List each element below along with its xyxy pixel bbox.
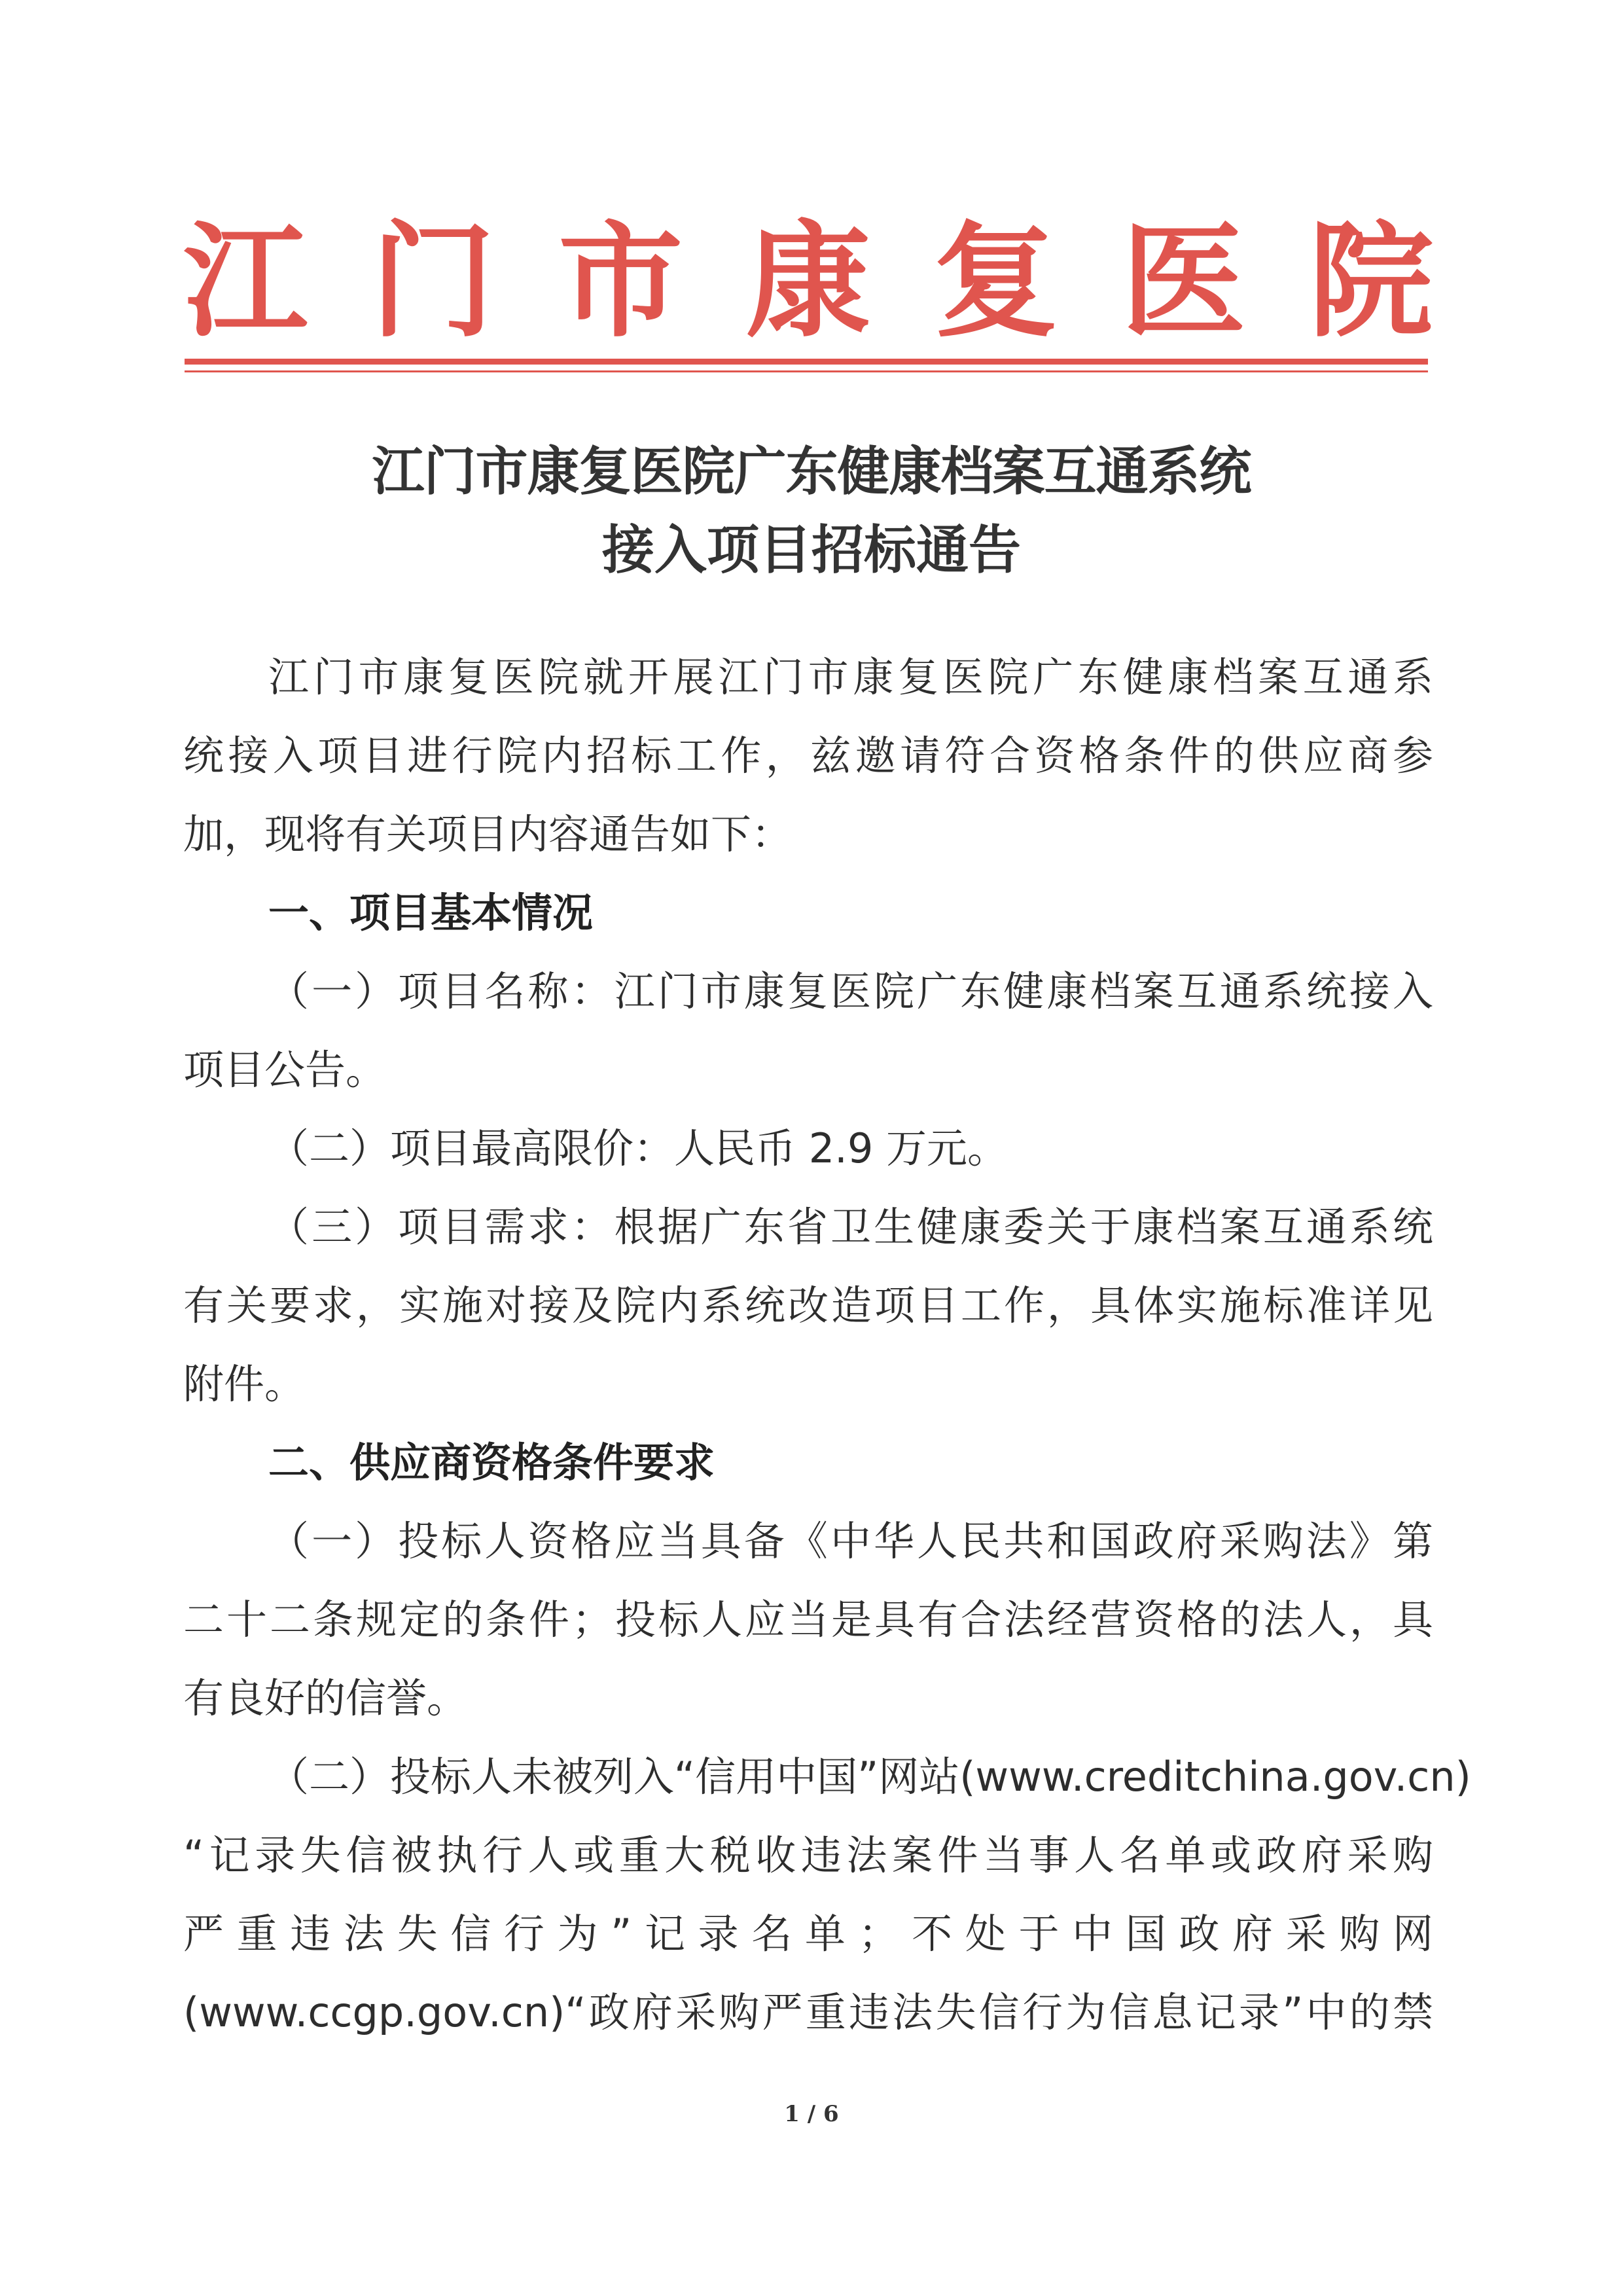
letterhead-char: 康: [745, 208, 870, 354]
document-title-line-1: 江门市康复医院广东健康档案互通系统: [372, 440, 1251, 502]
letterhead-char: 门: [370, 208, 495, 354]
paragraph-line: （二）投标人未被列入“信用中国”网站(www.creditchina.gov.cn): [268, 1753, 1471, 1801]
letterhead-char: 复: [933, 208, 1058, 354]
letterhead-rule-thin: [185, 370, 1428, 372]
paragraph-line: 附件。: [183, 1360, 306, 1408]
intro-line: 江门市康复医院就开展江门市康复医院广东健康档案互通系: [268, 653, 1433, 701]
letterhead-char: 市: [558, 208, 683, 354]
paragraph-line: （二）项目最高限价：人民币 2.9 万元。: [268, 1124, 1008, 1172]
page-number: 1 / 6: [784, 2101, 839, 2127]
paragraph-line: （三）项目需求：根据广东省卫生健康委关于康档案互通系统: [268, 1203, 1433, 1251]
paragraph-line: 二十二条规定的条件；投标人应当是具有合法经营资格的法人，具: [183, 1596, 1433, 1643]
letterhead-rule-thick: [185, 359, 1428, 365]
section-heading: 一、项目基本情况: [268, 889, 594, 937]
intro-line: 加，现将有关项目内容通告如下：: [183, 810, 793, 858]
letterhead-char: 医: [1121, 208, 1246, 354]
paragraph-line: (www.ccgp.gov.cn)“政府采购严重违法失信行为信息记录”中的禁: [183, 1988, 1433, 2036]
paragraph-line: （一）项目名称：江门市康复医院广东健康档案互通系统接入: [268, 967, 1433, 1015]
paragraph-line: 有关要求，实施对接及院内系统改造项目工作，具体实施标准详见: [183, 1282, 1433, 1329]
letterhead-char: 江: [183, 208, 308, 354]
section-heading: 二、供应商资格条件要求: [268, 1439, 715, 1486]
paragraph-line: “记录失信被执行人或重大税收违法案件当事人名单或政府采购: [183, 1831, 1433, 1879]
document-title-line-2: 接入项目招标通告: [602, 519, 1021, 581]
paragraph-line: 有良好的信誉。: [183, 1674, 468, 1722]
letterhead: [183, 208, 1433, 354]
intro-line: 统接入项目进行院内招标工作，兹邀请符合资格条件的供应商参: [183, 732, 1433, 780]
paragraph-line: 项目公告。: [183, 1046, 387, 1094]
paragraph-line: （一）投标人资格应当具备《中华人民共和国政府采购法》第: [268, 1517, 1433, 1565]
paragraph-line: 严重违法失信行为”记录名单；不处于中国政府采购网: [183, 1910, 1433, 1958]
letterhead-char: 院: [1308, 208, 1433, 354]
